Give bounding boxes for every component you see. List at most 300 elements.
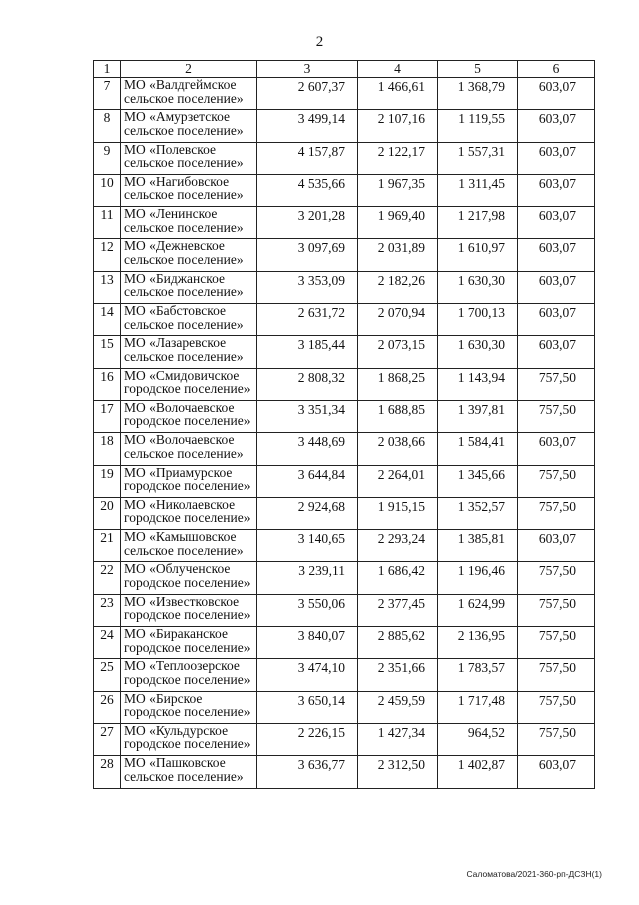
row-number-cell	[94, 627, 121, 659]
municipality-name-cell	[121, 497, 257, 529]
row-number: 12	[100, 239, 114, 255]
value-cell-col3	[257, 271, 358, 303]
row-number-cell	[94, 400, 121, 432]
value-cell-col5	[438, 497, 518, 529]
municipality-name-cell	[121, 271, 257, 303]
value-col6: 603,07	[538, 434, 576, 450]
value-cell-col6	[518, 271, 595, 303]
value-cell-col6	[518, 627, 595, 659]
municipality-name-line1: МО «Николаевское	[124, 497, 236, 512]
municipality-name-line2: сельское поселение»	[124, 155, 244, 171]
value-col4: 2 031,89	[377, 240, 425, 256]
row-number-cell	[94, 239, 121, 271]
municipality-name-cell	[121, 562, 257, 594]
value-col4: 2 885,62	[377, 628, 425, 644]
header-cell: 6	[518, 61, 595, 78]
municipality-name-line2: сельское поселение»	[124, 542, 244, 558]
value-col4: 1 427,34	[377, 724, 425, 740]
municipality-name-line1: МО «Теплоозерское	[124, 658, 240, 674]
value-col6: 603,07	[538, 240, 576, 256]
row-number: 23	[100, 594, 114, 610]
value-col5: 1 385,81	[457, 531, 505, 547]
row-number-cell	[94, 433, 121, 465]
value-cell-col6	[518, 530, 595, 562]
value-cell-col6	[518, 239, 595, 271]
row-number: 24	[100, 627, 114, 643]
value-cell-col5	[438, 562, 518, 594]
value-cell-col3	[257, 207, 358, 239]
header-cell: 1	[94, 61, 121, 78]
municipality-name-line2: городское поселение»	[124, 639, 251, 655]
value-cell-col3	[257, 465, 358, 497]
municipality-name-line1: МО «Бирское	[124, 691, 203, 706]
municipality-name-cell	[121, 433, 257, 465]
data-table	[93, 60, 595, 789]
value-col3: 3 351,34	[297, 401, 345, 417]
value-cell-col3	[257, 368, 358, 400]
municipality-name-cell	[121, 174, 257, 206]
value-cell-col5	[438, 433, 518, 465]
municipality-name-cell	[121, 594, 257, 626]
value-col4: 1 969,40	[377, 208, 425, 224]
value-col5: 1 196,46	[457, 563, 505, 579]
value-cell-col3	[257, 756, 358, 788]
value-col3: 3 448,69	[297, 434, 345, 450]
row-number: 18	[100, 433, 114, 449]
value-col6: 603,07	[538, 531, 576, 547]
value-col3: 2 924,68	[297, 498, 345, 514]
table-row	[94, 78, 595, 110]
value-cell-col4	[358, 368, 438, 400]
value-col6: 757,50	[538, 563, 576, 579]
value-cell-col4	[358, 562, 438, 594]
value-cell-col4	[358, 304, 438, 336]
value-cell-col3	[257, 562, 358, 594]
value-col5: 1 610,97	[457, 240, 505, 256]
municipality-name-line2: городское поселение»	[124, 381, 251, 397]
value-cell-col5	[438, 174, 518, 206]
value-col5: 1 630,30	[457, 337, 505, 353]
value-col6: 757,50	[538, 466, 576, 482]
table-row	[94, 465, 595, 497]
value-col3: 3 185,44	[297, 337, 345, 353]
value-cell-col6	[518, 723, 595, 755]
row-number-cell	[94, 691, 121, 723]
value-col3: 3 840,07	[297, 628, 345, 644]
municipality-name-line2: сельское поселение»	[124, 316, 244, 332]
municipality-name-line1: МО «Пашковское	[124, 755, 226, 771]
row-number: 20	[100, 497, 114, 513]
row-number: 15	[100, 336, 114, 352]
row-number: 17	[100, 400, 114, 416]
value-cell-col6	[518, 594, 595, 626]
header-cell: 3	[257, 61, 358, 78]
municipality-name-cell	[121, 207, 257, 239]
value-cell-col5	[438, 207, 518, 239]
value-col4: 1 967,35	[377, 175, 425, 191]
row-number-cell	[94, 562, 121, 594]
value-cell-col4	[358, 594, 438, 626]
value-col3: 3 636,77	[297, 757, 345, 773]
value-col5: 1 368,79	[457, 79, 505, 94]
municipality-name-line2: городское поселение»	[124, 574, 251, 590]
table-row	[94, 497, 595, 529]
row-number: 7	[103, 78, 111, 93]
header-cell: 5	[438, 61, 518, 78]
header-cell: 2	[121, 61, 257, 78]
value-cell-col5	[438, 659, 518, 691]
value-col6: 603,07	[538, 305, 576, 321]
value-cell-col6	[518, 691, 595, 723]
row-number: 14	[100, 304, 114, 320]
row-number-cell	[94, 110, 121, 142]
value-cell-col5	[438, 368, 518, 400]
row-number: 28	[100, 756, 114, 772]
municipality-name-line2: сельское поселение»	[124, 251, 244, 267]
row-number-cell	[94, 368, 121, 400]
value-col6: 603,07	[538, 208, 576, 224]
municipality-name-line2: городское поселение»	[124, 607, 251, 623]
table-row	[94, 174, 595, 206]
municipality-name-cell	[121, 691, 257, 723]
municipality-name-line2: городское поселение»	[124, 478, 251, 494]
value-col5: 1 624,99	[457, 595, 505, 611]
table-row	[94, 304, 595, 336]
table-row	[94, 336, 595, 368]
municipality-name-cell	[121, 530, 257, 562]
value-col3: 3 097,69	[297, 240, 345, 256]
value-cell-col4	[358, 174, 438, 206]
value-cell-col3	[257, 142, 358, 174]
municipality-name-line1: МО «Камышовское	[124, 529, 237, 545]
municipality-name-cell	[121, 756, 257, 788]
value-cell-col6	[518, 142, 595, 174]
value-col4: 2 038,66	[377, 434, 425, 450]
municipality-name-line2: городское поселение»	[124, 704, 251, 720]
value-cell-col3	[257, 497, 358, 529]
value-cell-col6	[518, 465, 595, 497]
value-cell-col4	[358, 433, 438, 465]
value-cell-col5	[438, 465, 518, 497]
value-cell-col3	[257, 594, 358, 626]
municipality-name-line1: МО «Биджанское	[124, 271, 226, 286]
municipality-name-line1: МО «Полевское	[124, 142, 216, 157]
value-col4: 2 351,66	[377, 660, 425, 676]
table-row	[94, 433, 595, 465]
value-col5: 1 630,30	[457, 272, 505, 288]
row-number-cell	[94, 530, 121, 562]
municipality-name-line1: МО «Приамурское	[124, 465, 233, 480]
row-number-cell	[94, 271, 121, 303]
value-col5: 1 119,55	[458, 111, 505, 127]
value-col3: 3 474,10	[297, 660, 345, 676]
municipality-name-line2: сельское поселение»	[124, 768, 244, 784]
value-cell-col3	[257, 659, 358, 691]
value-col5: 964,52	[467, 724, 505, 740]
row-number: 21	[100, 530, 114, 546]
value-cell-col6	[518, 110, 595, 142]
table-row	[94, 594, 595, 626]
value-col6: 603,07	[538, 337, 576, 353]
municipality-name-cell	[121, 368, 257, 400]
table-row	[94, 368, 595, 400]
row-number: 16	[100, 368, 114, 384]
value-col6: 603,07	[538, 143, 576, 159]
municipality-name-line2: сельское поселение»	[124, 445, 244, 461]
row-number-cell	[94, 756, 121, 788]
value-cell-col3	[257, 336, 358, 368]
value-col6: 603,07	[538, 111, 576, 127]
value-col4: 2 459,59	[377, 692, 425, 708]
municipality-name-cell	[121, 142, 257, 174]
value-col5: 1 717,48	[457, 692, 505, 708]
municipality-name-line2: сельское поселение»	[124, 122, 244, 138]
municipality-name-line2: сельское поселение»	[124, 90, 244, 106]
value-cell-col4	[358, 400, 438, 432]
value-col4: 2 107,16	[377, 111, 425, 127]
value-col5: 1 217,98	[457, 208, 505, 224]
table-row	[94, 562, 595, 594]
municipality-name-line1: МО «Нагибовское	[124, 174, 230, 189]
municipality-name-cell	[121, 400, 257, 432]
value-cell-col5	[438, 723, 518, 755]
value-col4: 1 466,61	[377, 79, 425, 94]
value-col5: 1 557,31	[457, 143, 505, 159]
value-col6: 757,50	[538, 724, 576, 740]
value-col6: 757,50	[538, 369, 576, 385]
value-cell-col4	[358, 110, 438, 142]
value-cell-col4	[358, 142, 438, 174]
value-cell-col6	[518, 497, 595, 529]
value-cell-col3	[257, 78, 358, 110]
value-cell-col5	[438, 594, 518, 626]
table-row	[94, 691, 595, 723]
row-number-cell	[94, 723, 121, 755]
value-col3: 3 140,65	[297, 531, 345, 547]
value-cell-col5	[438, 627, 518, 659]
value-col5: 1 143,94	[457, 369, 505, 385]
municipality-name-line1: МО «Лазаревское	[124, 335, 227, 351]
value-col6: 603,07	[538, 79, 576, 94]
value-cell-col4	[358, 627, 438, 659]
row-number: 13	[100, 271, 114, 287]
value-col3: 3 650,14	[297, 692, 345, 708]
value-cell-col4	[358, 691, 438, 723]
row-number-cell	[94, 497, 121, 529]
value-col4: 2 182,26	[377, 272, 425, 288]
municipality-name-line1: МО «Бабстовское	[124, 303, 227, 319]
row-number: 8	[103, 110, 111, 126]
value-cell-col5	[438, 142, 518, 174]
row-number-cell	[94, 465, 121, 497]
municipality-name-cell	[121, 110, 257, 142]
value-col4: 1 868,25	[377, 369, 425, 385]
value-cell-col4	[358, 239, 438, 271]
value-col3: 2 631,72	[297, 305, 345, 321]
value-cell-col4	[358, 756, 438, 788]
value-col3: 4 157,87	[297, 143, 345, 159]
value-col6: 603,07	[538, 272, 576, 288]
value-cell-col4	[358, 723, 438, 755]
value-col3: 3 239,11	[298, 563, 345, 579]
value-col5: 1 311,45	[458, 175, 505, 191]
municipality-name-cell	[121, 465, 257, 497]
value-cell-col4	[358, 78, 438, 110]
value-cell-col3	[257, 174, 358, 206]
value-cell-col5	[438, 239, 518, 271]
row-number-cell	[94, 659, 121, 691]
value-col4: 2 264,01	[377, 466, 425, 482]
table-row	[94, 207, 595, 239]
value-cell-col5	[438, 110, 518, 142]
value-col3: 3 201,28	[297, 208, 345, 224]
municipality-name-line1: МО «Волочаевское	[124, 400, 235, 415]
value-col6: 757,50	[538, 660, 576, 676]
municipality-name-line2: сельское поселение»	[124, 187, 244, 203]
municipality-name-line1: МО «Смидовичское	[124, 368, 240, 383]
value-cell-col6	[518, 756, 595, 788]
value-col6: 757,50	[538, 595, 576, 611]
value-col6: 757,50	[538, 498, 576, 514]
value-cell-col3	[257, 530, 358, 562]
municipality-name-line2: сельское поселение»	[124, 219, 244, 235]
value-col5: 1 584,41	[457, 434, 505, 450]
value-cell-col5	[438, 400, 518, 432]
row-number: 26	[100, 691, 114, 707]
row-number-cell	[94, 304, 121, 336]
municipality-name-cell	[121, 627, 257, 659]
value-col3: 4 535,66	[297, 175, 345, 191]
municipality-name-cell	[121, 723, 257, 755]
value-col6: 757,50	[538, 401, 576, 417]
value-col3: 2 226,15	[297, 724, 345, 740]
value-col4: 2 073,15	[377, 337, 425, 353]
value-col4: 2 122,17	[377, 143, 425, 159]
municipality-name-cell	[121, 336, 257, 368]
municipality-name-cell	[121, 304, 257, 336]
value-col4: 2 312,50	[377, 757, 425, 773]
value-col3: 2 808,32	[297, 369, 345, 385]
municipality-name-cell	[121, 239, 257, 271]
value-cell-col4	[358, 465, 438, 497]
value-cell-col3	[257, 627, 358, 659]
municipality-name-line2: городское поселение»	[124, 736, 251, 752]
value-cell-col5	[438, 271, 518, 303]
value-cell-col3	[257, 433, 358, 465]
value-cell-col6	[518, 659, 595, 691]
municipality-name-cell	[121, 659, 257, 691]
value-col4: 2 293,24	[377, 531, 425, 547]
value-cell-col3	[257, 110, 358, 142]
row-number: 9	[103, 142, 111, 158]
row-number-cell	[94, 174, 121, 206]
value-cell-col4	[358, 530, 438, 562]
municipality-name-line1: МО «Амурзетское	[124, 109, 230, 125]
table-row	[94, 627, 595, 659]
value-cell-col6	[518, 304, 595, 336]
value-col4: 1 688,85	[377, 401, 425, 417]
municipality-name-line2: сельское поселение»	[124, 348, 244, 364]
municipality-name-line1: МО «Бираканское	[124, 626, 228, 642]
value-cell-col4	[358, 659, 438, 691]
value-cell-col6	[518, 78, 595, 110]
value-cell-col5	[438, 336, 518, 368]
municipality-name-line2: городское поселение»	[124, 671, 251, 687]
value-col5: 1 700,13	[457, 305, 505, 321]
table-row	[94, 400, 595, 432]
row-number-cell	[94, 594, 121, 626]
row-number: 27	[100, 723, 114, 739]
value-col3: 3 353,09	[297, 272, 345, 288]
value-cell-col4	[358, 497, 438, 529]
value-cell-col5	[438, 691, 518, 723]
value-col5: 1 402,87	[457, 757, 505, 773]
value-cell-col3	[257, 239, 358, 271]
value-col3: 3 550,06	[297, 595, 345, 611]
value-cell-col6	[518, 174, 595, 206]
row-number: 19	[100, 465, 114, 481]
row-number-cell	[94, 142, 121, 174]
row-number: 22	[100, 562, 114, 578]
value-col3: 2 607,37	[297, 79, 345, 94]
row-number: 25	[100, 659, 114, 675]
table-row	[94, 110, 595, 142]
value-cell-col5	[438, 530, 518, 562]
municipality-name-line1: МО «Волочаевское	[124, 432, 235, 448]
value-col4: 1 686,42	[377, 563, 425, 579]
value-col5: 1 397,81	[457, 401, 505, 417]
municipality-name-line1: МО «Ленинское	[124, 206, 218, 222]
value-cell-col4	[358, 271, 438, 303]
page-number: 2	[315, 34, 324, 50]
value-col5: 2 136,95	[457, 628, 505, 644]
value-cell-col5	[438, 304, 518, 336]
municipality-name-line1: МО «Облученское	[124, 561, 231, 577]
table-header-row	[94, 61, 595, 78]
municipality-name-line1: МО «Валдгеймское	[124, 77, 237, 92]
value-col3: 3 644,84	[297, 466, 345, 482]
value-cell-col5	[438, 78, 518, 110]
value-cell-col6	[518, 433, 595, 465]
municipality-name-line2: городское поселение»	[124, 510, 251, 526]
value-col6: 757,50	[538, 692, 576, 708]
municipality-name-line1: МО «Известковское	[124, 594, 240, 609]
value-cell-col3	[257, 691, 358, 723]
municipality-name-line1: МО «Кульдурское	[124, 723, 229, 738]
row-number: 11	[100, 207, 114, 223]
value-cell-col6	[518, 400, 595, 432]
value-cell-col6	[518, 562, 595, 594]
value-cell-col3	[257, 400, 358, 432]
municipality-name-cell	[121, 78, 257, 110]
row-number-cell	[94, 207, 121, 239]
value-col6: 757,50	[538, 628, 576, 644]
value-col5: 1 345,66	[457, 466, 505, 482]
value-cell-col6	[518, 368, 595, 400]
value-cell-col4	[358, 336, 438, 368]
table-row	[94, 142, 595, 174]
value-col4: 1 915,15	[377, 498, 425, 514]
table-row	[94, 271, 595, 303]
municipality-name-line2: сельское поселение»	[124, 284, 244, 300]
value-cell-col5	[438, 756, 518, 788]
value-col5: 1 352,57	[457, 498, 505, 514]
value-cell-col3	[257, 723, 358, 755]
value-col6: 603,07	[538, 175, 576, 191]
value-cell-col6	[518, 336, 595, 368]
table-row	[94, 530, 595, 562]
value-col5: 1 783,57	[457, 660, 505, 676]
